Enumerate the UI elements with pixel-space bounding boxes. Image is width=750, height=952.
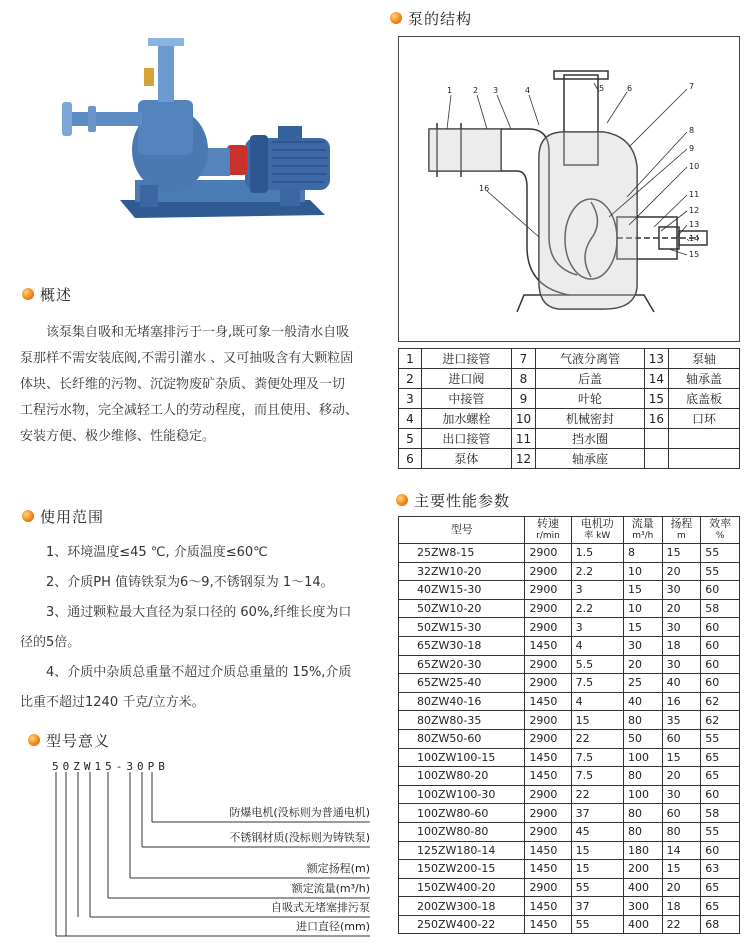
perf-value-cell: 1450 (525, 897, 571, 916)
perf-value-cell: 2900 (525, 544, 571, 563)
overview-line-3: 体块、长纤维的污物、沉淀物废矿杂质、粪便处理及一切 (20, 377, 346, 392)
perf-value-cell: 25 (623, 674, 662, 693)
perf-value-cell: 2900 (525, 581, 571, 600)
perf-table-row (399, 785, 740, 804)
perf-value-cell: 37 (571, 897, 623, 916)
callout-11: 11 (689, 190, 700, 199)
perf-header-label: 型号 (450, 523, 473, 536)
part-number: 7 (511, 349, 535, 369)
overview-heading: 概述 (40, 286, 73, 304)
perf-header-cell (571, 517, 623, 544)
perf-value-cell: 65 (701, 748, 740, 767)
callout-9: 9 (689, 144, 695, 153)
perf-value-cell: 58 (701, 804, 740, 823)
perf-value-cell: 2900 (525, 729, 571, 748)
perf-table-row (399, 804, 740, 823)
part-number: 5 (399, 429, 422, 449)
perf-value-cell: 4 (571, 692, 623, 711)
perf-value-cell: 10 (623, 562, 662, 581)
perf-model-cell: 80ZW80-35 (399, 711, 525, 730)
perf-value-cell: 55 (571, 878, 623, 897)
perf-value-cell: 55 (571, 915, 623, 934)
perf-value-cell: 2900 (525, 674, 571, 693)
perf-value-cell: 80 (623, 822, 662, 841)
overview-line-2: 泵那样不需安装底阀,不需引灌水 、又可抽吸含有大颗粒固 (20, 351, 354, 366)
parts-table-row (399, 369, 740, 389)
legend-flow: 额定流量(m³/h) (291, 882, 370, 895)
parts-table (398, 348, 740, 469)
part-number: 13 (644, 349, 668, 369)
perf-value-cell: 1450 (525, 841, 571, 860)
perf-value-cell: 20 (662, 878, 701, 897)
perf-header-label: 扬程 (670, 517, 693, 530)
perf-value-cell: 3 (571, 581, 623, 600)
perf-value-cell: 18 (662, 897, 701, 916)
part-number: 15 (644, 389, 668, 409)
perf-value-cell: 180 (623, 841, 662, 860)
perf-value-cell: 2900 (525, 562, 571, 581)
model-bullet-icon (28, 734, 40, 746)
perf-model-cell: 80ZW40-16 (399, 692, 525, 711)
perf-value-cell: 60 (701, 841, 740, 860)
perf-model-cell: 250ZW400-22 (399, 915, 525, 934)
perf-header-label: 转速 (537, 517, 559, 530)
perf-header-unit: m (677, 531, 686, 541)
perf-header-label: 电机功 (580, 517, 614, 530)
model-code: 50ZW15-30PB (52, 760, 169, 773)
perf-model-cell: 65ZW20-30 (399, 655, 525, 674)
callout-5: 5 (599, 84, 605, 93)
perf-table-row (399, 822, 740, 841)
perf-value-cell: 4 (571, 636, 623, 655)
perf-value-cell: 15 (662, 860, 701, 879)
pump-photo (40, 30, 340, 240)
overview-text (20, 320, 390, 450)
usage-line-3: 3、通过颗粒最大直径为泵口径的 60%,纤维长度为口 (46, 605, 352, 620)
perf-value-cell: 1450 (525, 748, 571, 767)
perf-value-cell: 7.5 (571, 767, 623, 786)
perf-model-cell: 100ZW80-60 (399, 804, 525, 823)
perf-value-cell: 80 (662, 822, 701, 841)
perf-value-cell: 15 (662, 544, 701, 563)
perf-value-cell: 1450 (525, 860, 571, 879)
perf-header-label: 流量 (631, 517, 654, 530)
callout-7: 7 (689, 82, 695, 91)
perf-table-row (399, 544, 740, 563)
legend-stainless: 不锈钢材质(没标则为铸铁泵) (229, 831, 370, 844)
parts-table-row (399, 409, 740, 429)
part-number: 10 (511, 409, 535, 429)
legend-inlet-diameter: 进口直径(mm) (295, 920, 370, 933)
legend-pump-type: 自吸式无堵塞排污泵 (271, 901, 370, 914)
perf-value-cell: 200 (623, 860, 662, 879)
perf-value-cell: 10 (623, 599, 662, 618)
perf-value-cell: 300 (623, 897, 662, 916)
performance-bullet-icon (396, 494, 408, 506)
part-name: 口环 (669, 409, 740, 429)
part-number: 6 (399, 449, 422, 469)
perf-value-cell: 18 (662, 636, 701, 655)
usage-line-5: 4、介质中杂质总重量不超过介质总重量的 15%,介质 (46, 665, 352, 680)
callout-2: 2 (473, 86, 479, 95)
perf-value-cell: 2900 (525, 655, 571, 674)
part-name: 加水螺栓 (422, 409, 512, 429)
callout-16: 16 (479, 184, 490, 193)
perf-value-cell: 68 (701, 915, 740, 934)
perf-value-cell: 65 (701, 767, 740, 786)
perf-value-cell: 2900 (525, 804, 571, 823)
callout-15: 15 (689, 250, 700, 259)
perf-model-cell: 200ZW300-18 (399, 897, 525, 916)
perf-table-row (399, 562, 740, 581)
callout-8: 8 (689, 126, 695, 135)
perf-value-cell: 22 (571, 785, 623, 804)
part-name: 出口接管 (422, 429, 512, 449)
legend-head: 额定扬程(m) (306, 862, 370, 875)
perf-table-row (399, 636, 740, 655)
perf-value-cell: 40 (623, 692, 662, 711)
perf-value-cell: 2900 (525, 618, 571, 637)
perf-value-cell: 1450 (525, 915, 571, 934)
perf-model-cell: 50ZW10-20 (399, 599, 525, 618)
part-number: 8 (511, 369, 535, 389)
perf-value-cell: 15 (571, 711, 623, 730)
perf-table-row (399, 841, 740, 860)
part-number (644, 429, 668, 449)
performance-table (398, 516, 740, 934)
perf-value-cell: 400 (623, 878, 662, 897)
perf-header-cell (525, 517, 571, 544)
perf-header-unit: r/min (536, 531, 560, 541)
perf-value-cell: 50 (623, 729, 662, 748)
part-name: 轴承座 (536, 449, 645, 469)
perf-value-cell: 2900 (525, 878, 571, 897)
perf-value-cell: 62 (701, 711, 740, 730)
part-name: 泵体 (422, 449, 512, 469)
perf-model-cell: 100ZW100-15 (399, 748, 525, 767)
part-number: 16 (644, 409, 668, 429)
perf-table-row (399, 729, 740, 748)
perf-value-cell: 80 (623, 711, 662, 730)
perf-value-cell: 22 (662, 915, 701, 934)
perf-model-cell: 100ZW80-80 (399, 822, 525, 841)
perf-value-cell: 15 (623, 581, 662, 600)
perf-value-cell: 2.2 (571, 599, 623, 618)
overview-line-1: 该泵集自吸和无堵塞排污于一身,既可象一般清水自吸 (46, 325, 350, 340)
structure-diagram (399, 37, 737, 339)
perf-header-cell (399, 517, 525, 544)
usage-line-1: 1、环境温度≤45 ℃, 介质温度≤60℃ (46, 545, 268, 560)
perf-model-cell: 125ZW180-14 (399, 841, 525, 860)
perf-value-cell: 30 (662, 618, 701, 637)
part-name: 轴承盖 (669, 369, 740, 389)
perf-value-cell: 15 (623, 618, 662, 637)
part-name: 气液分离管 (536, 349, 645, 369)
structure-heading: 泵的结构 (408, 10, 473, 28)
perf-value-cell: 30 (662, 785, 701, 804)
part-name (669, 429, 740, 449)
model-heading: 型号意义 (46, 732, 111, 750)
perf-header-unit: % (715, 531, 725, 541)
perf-value-cell: 16 (662, 692, 701, 711)
perf-value-cell: 7.5 (571, 674, 623, 693)
perf-value-cell: 65 (701, 897, 740, 916)
overview-bullet-icon (22, 288, 34, 300)
perf-model-cell: 50ZW15-30 (399, 618, 525, 637)
part-number: 14 (644, 369, 668, 389)
perf-table-row (399, 618, 740, 637)
perf-value-cell: 55 (701, 562, 740, 581)
legend-explosion-proof: 防爆电机(没标则为普通电机) (229, 806, 370, 819)
perf-value-cell: 60 (701, 785, 740, 804)
part-name: 机械密封 (536, 409, 645, 429)
performance-heading: 主要性能参数 (414, 492, 511, 510)
part-name: 底盖板 (669, 389, 740, 409)
perf-value-cell: 60 (701, 674, 740, 693)
part-number: 9 (511, 389, 535, 409)
perf-header-cell (662, 517, 701, 544)
usage-line-4: 径的5倍。 (20, 635, 81, 650)
perf-value-cell: 100 (623, 785, 662, 804)
perf-value-cell: 22 (571, 729, 623, 748)
part-number: 2 (399, 369, 422, 389)
part-name: 叶轮 (536, 389, 645, 409)
perf-model-cell: 150ZW400-20 (399, 878, 525, 897)
perf-header-unit: m³/h (632, 531, 654, 541)
callout-10: 10 (689, 162, 700, 171)
perf-value-cell: 65 (701, 878, 740, 897)
perf-header-unit: 率 kW (584, 531, 611, 541)
perf-value-cell: 5.5 (571, 655, 623, 674)
part-number: 11 (511, 429, 535, 449)
perf-value-cell: 62 (701, 692, 740, 711)
perf-model-cell: 25ZW8-15 (399, 544, 525, 563)
perf-model-cell: 65ZW25-40 (399, 674, 525, 693)
perf-value-cell: 14 (662, 841, 701, 860)
perf-value-cell: 80 (623, 804, 662, 823)
perf-table-row (399, 878, 740, 897)
perf-header-label: 效率 (709, 517, 732, 530)
perf-table-row (399, 711, 740, 730)
perf-value-cell: 1450 (525, 767, 571, 786)
perf-model-cell: 32ZW10-20 (399, 562, 525, 581)
perf-model-cell: 100ZW100-30 (399, 785, 525, 804)
callout-12: 12 (689, 206, 700, 215)
perf-table-row (399, 655, 740, 674)
part-number: 4 (399, 409, 422, 429)
perf-model-cell: 100ZW80-20 (399, 767, 525, 786)
parts-table-row (399, 389, 740, 409)
perf-value-cell: 60 (701, 655, 740, 674)
perf-value-cell: 55 (701, 822, 740, 841)
perf-value-cell: 55 (701, 544, 740, 563)
overview-line-4: 工程污水物，完全减轻工人的劳动程度，而且使用、移动、 (20, 403, 359, 418)
perf-value-cell: 1450 (525, 692, 571, 711)
perf-value-cell: 58 (701, 599, 740, 618)
callout-4: 4 (525, 86, 531, 95)
perf-value-cell: 35 (662, 711, 701, 730)
perf-value-cell: 30 (662, 655, 701, 674)
part-number: 1 (399, 349, 422, 369)
perf-value-cell: 1.5 (571, 544, 623, 563)
perf-table-row (399, 692, 740, 711)
perf-model-cell: 65ZW30-18 (399, 636, 525, 655)
perf-value-cell: 40 (662, 674, 701, 693)
perf-value-cell: 37 (571, 804, 623, 823)
perf-value-cell: 2900 (525, 711, 571, 730)
perf-header-cell (701, 517, 740, 544)
perf-value-cell: 60 (662, 804, 701, 823)
callout-3: 3 (493, 86, 499, 95)
perf-value-cell: 8 (623, 544, 662, 563)
perf-value-cell: 2.2 (571, 562, 623, 581)
parts-table-row (399, 449, 740, 469)
perf-value-cell: 400 (623, 915, 662, 934)
perf-value-cell: 1450 (525, 636, 571, 655)
structure-bullet-icon (390, 12, 402, 24)
part-name: 中接管 (422, 389, 512, 409)
perf-value-cell: 7.5 (571, 748, 623, 767)
perf-value-cell: 15 (662, 748, 701, 767)
perf-value-cell: 63 (701, 860, 740, 879)
usage-bullet-icon (22, 510, 34, 522)
part-name (669, 449, 740, 469)
perf-value-cell: 15 (571, 841, 623, 860)
callout-13: 13 (689, 220, 700, 229)
perf-value-cell: 20 (662, 767, 701, 786)
overview-line-5: 安装方便、极少维修、性能稳定。 (20, 429, 216, 444)
perf-value-cell: 20 (623, 655, 662, 674)
perf-value-cell: 20 (662, 599, 701, 618)
perf-value-cell: 2900 (525, 785, 571, 804)
perf-table-row (399, 674, 740, 693)
perf-value-cell: 45 (571, 822, 623, 841)
perf-model-cell: 150ZW200-15 (399, 860, 525, 879)
perf-table-row (399, 748, 740, 767)
perf-value-cell: 3 (571, 618, 623, 637)
part-name: 挡水圈 (536, 429, 645, 449)
perf-value-cell: 100 (623, 748, 662, 767)
perf-value-cell: 2900 (525, 599, 571, 618)
perf-table-row (399, 767, 740, 786)
usage-line-6: 比重不超过1240 千克/立方米。 (20, 695, 205, 710)
perf-table-row (399, 897, 740, 916)
perf-table-row (399, 599, 740, 618)
perf-value-cell: 80 (623, 767, 662, 786)
perf-value-cell: 60 (662, 729, 701, 748)
perf-value-cell: 20 (662, 562, 701, 581)
perf-value-cell: 2900 (525, 822, 571, 841)
perf-table-row (399, 581, 740, 600)
usage-line-2: 2、介质PH 值铸铁泵为6～9,不锈钢泵为 1～14。 (46, 575, 334, 590)
perf-model-cell: 80ZW50-60 (399, 729, 525, 748)
usage-text (20, 538, 390, 718)
perf-value-cell: 60 (701, 636, 740, 655)
usage-heading: 使用范围 (40, 508, 105, 526)
part-name: 进口阀 (422, 369, 512, 389)
part-number: 3 (399, 389, 422, 409)
perf-header-cell (623, 517, 662, 544)
perf-table-row (399, 915, 740, 934)
part-name: 后盖 (536, 369, 645, 389)
perf-value-cell: 60 (701, 581, 740, 600)
perf-value-cell: 30 (623, 636, 662, 655)
callout-6: 6 (627, 84, 633, 93)
part-number: 12 (511, 449, 535, 469)
part-name: 进口接管 (422, 349, 512, 369)
part-number (644, 449, 668, 469)
part-name: 泵轴 (669, 349, 740, 369)
perf-model-cell: 40ZW15-30 (399, 581, 525, 600)
perf-value-cell: 15 (571, 860, 623, 879)
parts-table-row (399, 429, 740, 449)
parts-table-row (399, 349, 740, 369)
perf-value-cell: 60 (701, 618, 740, 637)
perf-table-row (399, 860, 740, 879)
callout-14: 14 (689, 234, 700, 243)
perf-value-cell: 30 (662, 581, 701, 600)
perf-value-cell: 55 (701, 729, 740, 748)
callout-1: 1 (447, 86, 453, 95)
